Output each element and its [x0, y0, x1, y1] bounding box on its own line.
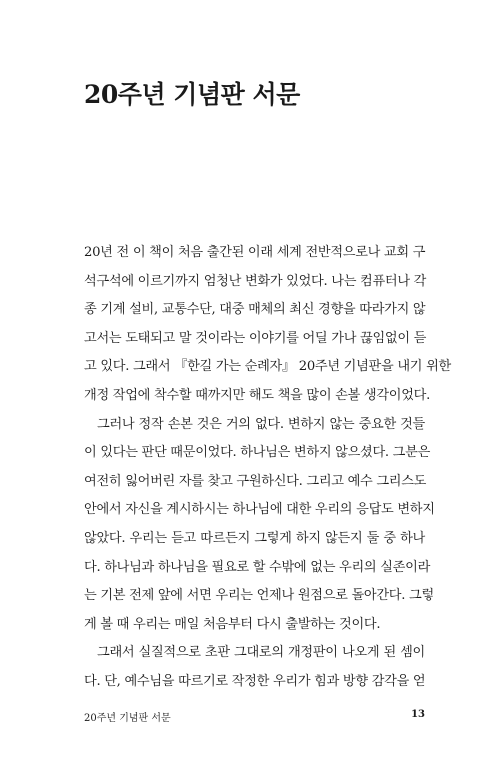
text-line: 다. 단, 예수님을 따르기로 작정한 우리가 힘과 방향 감각을 얻 — [84, 673, 426, 689]
text-line: 고 있다. 그래서 『한길 가는 순례자』 20주년 기념판을 내기 위한 — [84, 359, 451, 375]
paragraph-2 — [84, 411, 435, 640]
text-line: 는 기본 전제 앞에 서면 우리는 언제나 원점으로 돌아간다. 그렇 — [84, 588, 434, 604]
body-text — [84, 239, 451, 697]
page-title: 20주년 기념판 서문 — [84, 79, 300, 109]
text-line: 그래서 실질적으로 초판 그대로의 개정판이 나오게 된 셈이 — [97, 645, 425, 661]
text-line: 다. 하나님과 하나님을 필요로 할 수밖에 없는 우리의 실존이라 — [84, 559, 431, 575]
text-line: 고서는 도태되고 말 것이라는 이야기를 어딜 가나 끊임없이 듣 — [84, 330, 427, 346]
page-number: 13 — [411, 709, 425, 720]
text-line: 게 볼 때 우리는 매일 처음부터 다시 출발하는 것이다. — [84, 616, 381, 632]
paragraph-1 — [84, 239, 451, 411]
running-footer-title: 20주년 기념판 서문 — [84, 713, 171, 724]
text-line: 종 기계 설비, 교통수단, 대중 매체의 최신 경향을 따라가지 않 — [84, 302, 426, 318]
text-line: 이 있다는 판단 때문이었다. 하나님은 변하지 않으셨다. 그분은 — [84, 445, 431, 461]
text-line: 개정 작업에 착수할 때까지만 해도 책을 많이 손볼 생각이었다. — [84, 387, 431, 403]
paragraph-3 — [84, 639, 425, 696]
text-line: 안에서 자신을 계시하시는 하나님에 대한 우리의 응답도 변하지 — [84, 502, 435, 518]
text-line: 않았다. 우리는 듣고 따르든지 그렇게 하지 않든지 둘 중 하나 — [84, 530, 425, 546]
text-line: 20년 전 이 책이 처음 출간된 이래 세계 전반적으로나 교회 구 — [84, 245, 426, 260]
text-line: 그러나 정작 손본 것은 거의 없다. 변하지 않는 중요한 것들 — [97, 416, 425, 432]
text-line: 여전히 잃어버린 자를 찾고 구원하신다. 그리고 예수 그리스도 — [84, 473, 427, 489]
text-line: 석구석에 이르기까지 엄청난 변화가 있었다. 나는 컴퓨터나 각 — [84, 273, 427, 289]
